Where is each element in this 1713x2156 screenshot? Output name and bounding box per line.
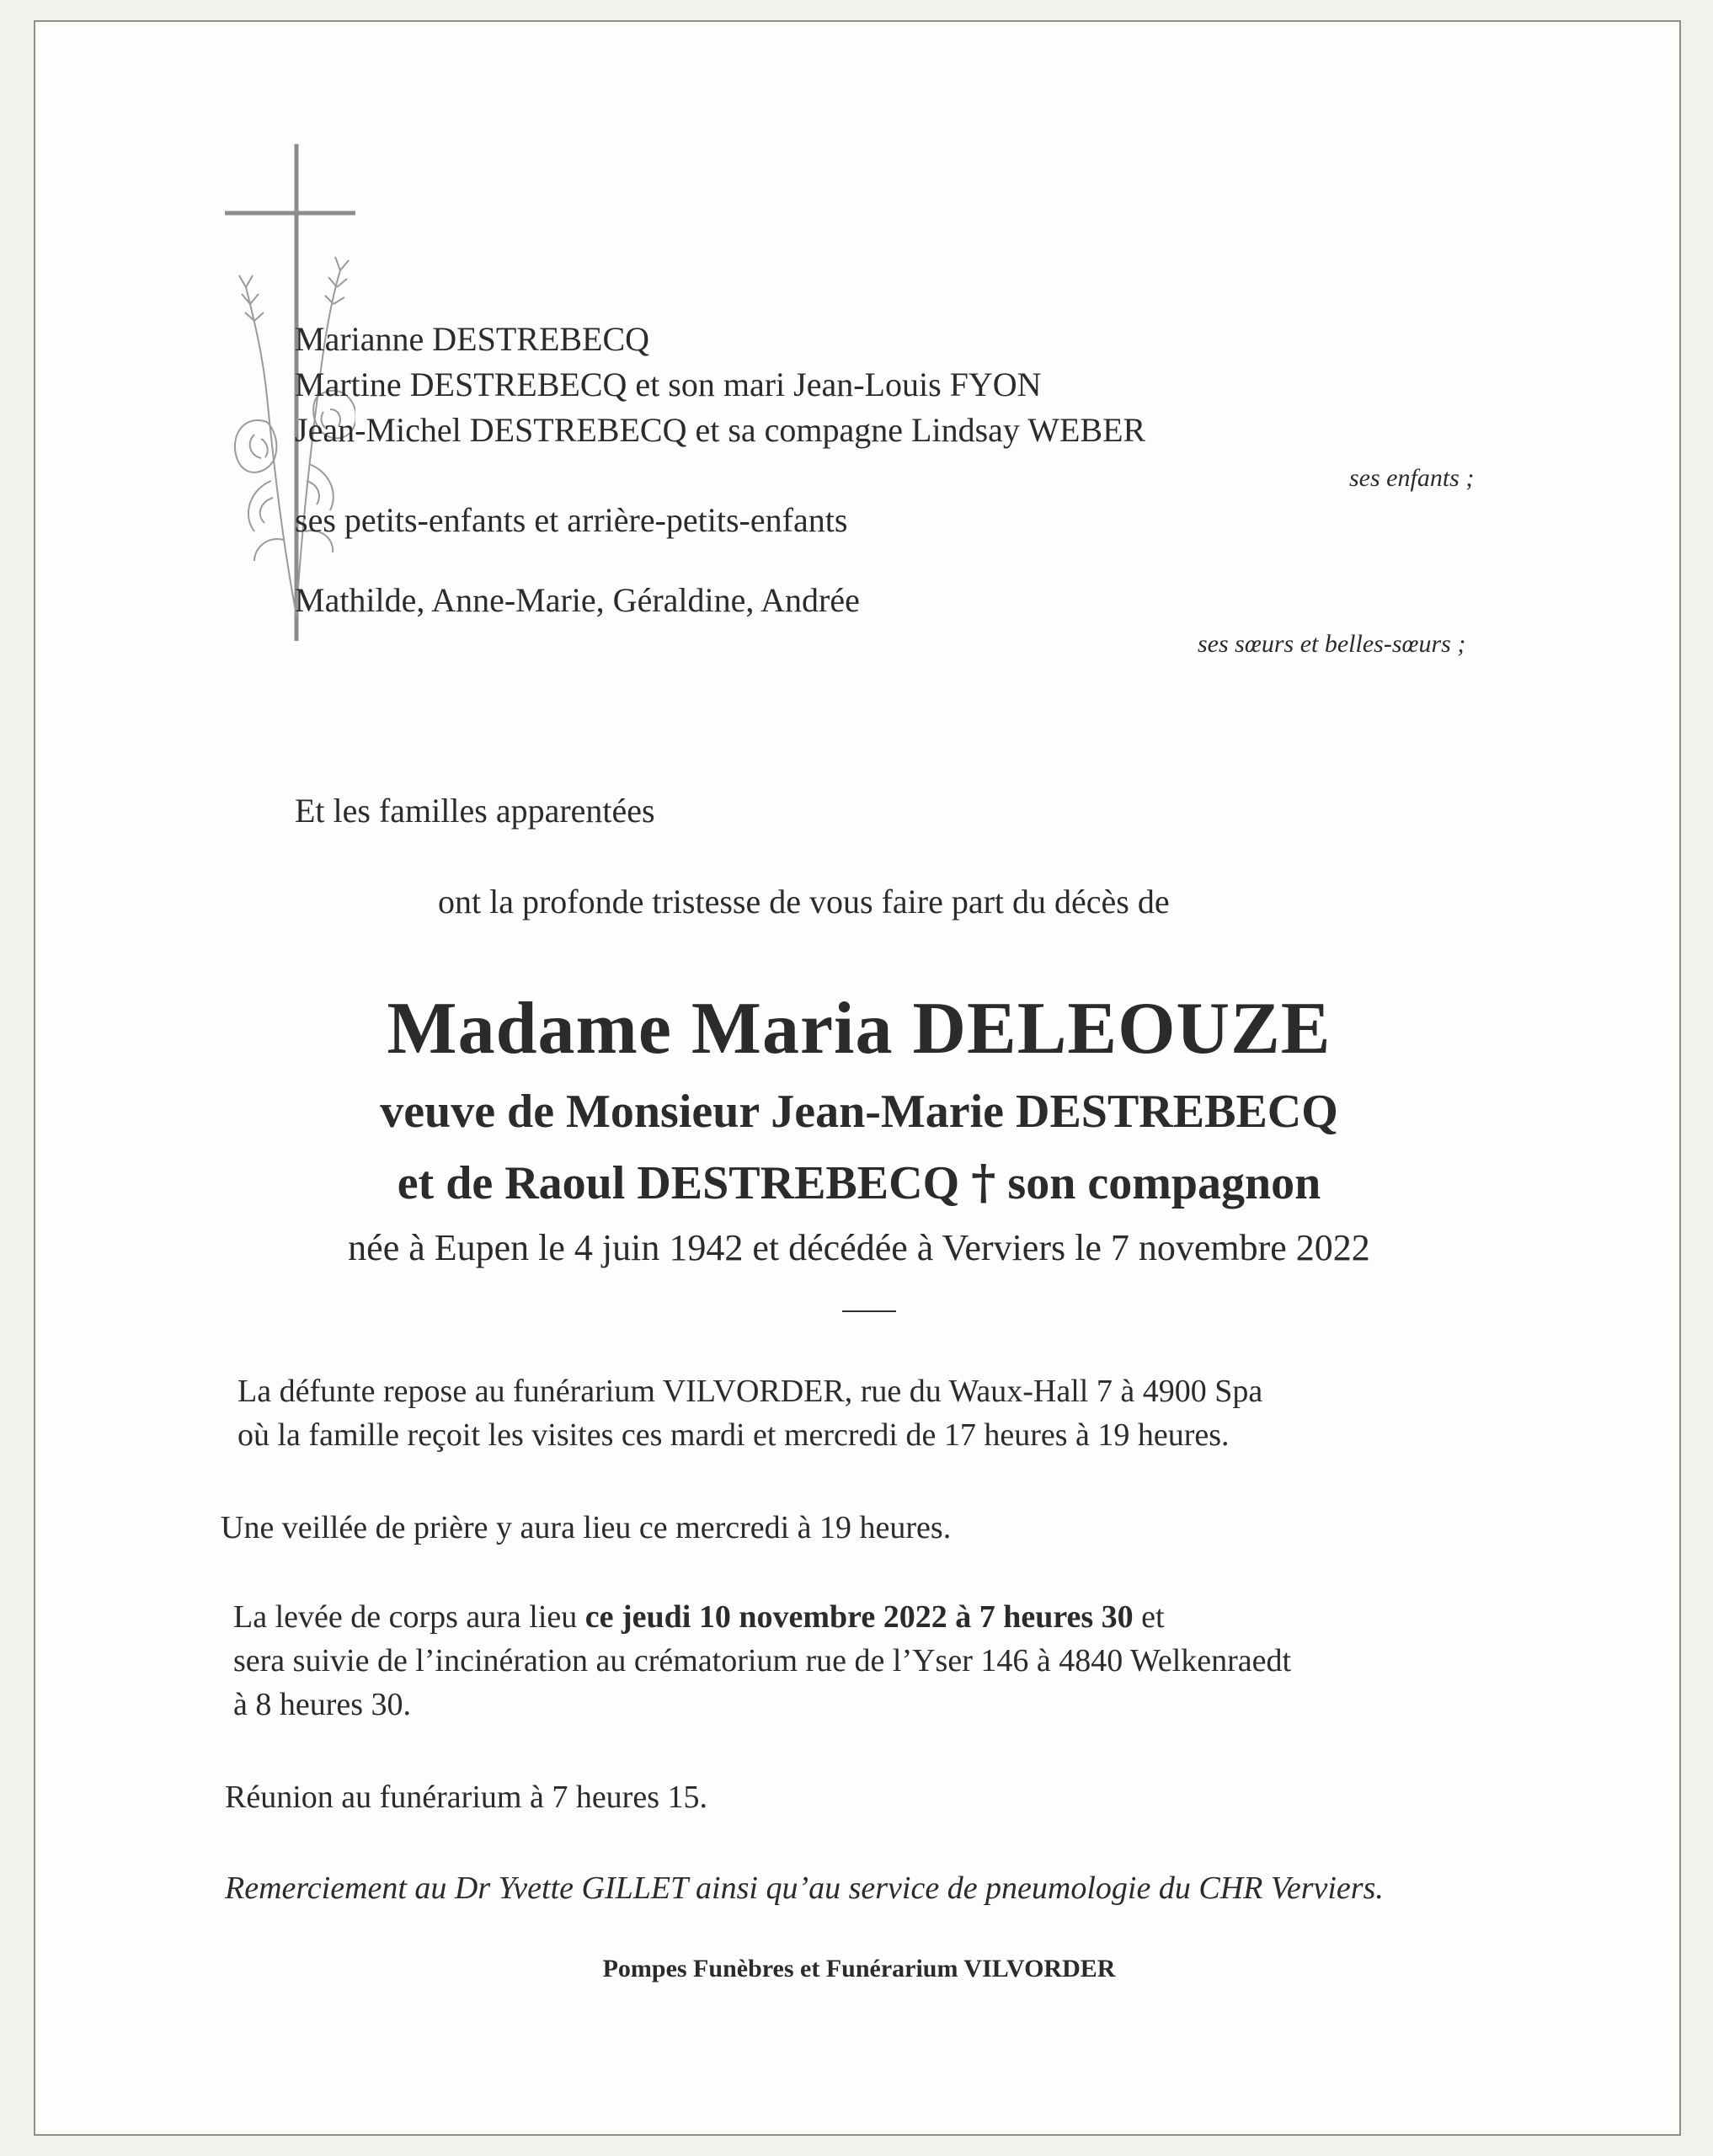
levee-prefix: La levée de corps aura lieu (233, 1599, 578, 1635)
deceased-name: Madame Maria DELEOUZE (387, 988, 1331, 1070)
levee-line-3: à 8 heures 30. (233, 1687, 412, 1722)
birth-death-line: née à Eupen le 4 juin 1942 et décédée à Verviers le 7 novembre 2022 (348, 1227, 1370, 1268)
funeral-home-footer: Pompes Funèbres et Funérarium VILVORDER (602, 1955, 1116, 1983)
companion-prefix: et de Raoul DESTREBECQ (397, 1157, 960, 1209)
sisters-line: Mathilde, Anne-Marie, Géraldine, Andrée (295, 581, 860, 619)
grandchildren-line: ses petits-enfants et arrière-petits-enfants (295, 501, 848, 539)
widow-line: veuve de Monsieur Jean-Marie DESTREBECQ (380, 1086, 1338, 1138)
vigil-line: Une veillée de prière y aura lieu ce mercredi à 19 heures. (221, 1510, 952, 1545)
announcement-line: ont la profonde tristesse de vous faire part du décès de (438, 883, 1170, 921)
dagger-icon: † (971, 1155, 996, 1210)
repose-line-2: où la famille reçoit les visites ces mardi et mercredi de 17 heures à 19 heures. (237, 1417, 1230, 1453)
thanks-line: Remerciement au Dr Yvette GILLET ainsi qu’au service de pneumologie du CHR Verviers. (225, 1870, 1384, 1906)
family-child-1: Marianne DESTREBECQ (295, 320, 650, 358)
family-child-2: Martine DESTREBECQ et son mari Jean-Louis FYON (295, 366, 1042, 403)
companion-line (35, 1155, 1683, 1210)
relatives-line: Et les familles apparentées (295, 792, 655, 830)
levee-line-2: sera suivie de l’incinération au crématorium rue de l’Yser 146 à 4840 Welkenraedt (233, 1643, 1292, 1678)
levee-line-1 (233, 1595, 1165, 1639)
children-role: ses enfants ; (1349, 464, 1475, 492)
separator-dash (842, 1310, 896, 1312)
repose-line-1: La défunte repose au funérarium VILVORDER, rue du Waux-Hall 7 à 4900 Spa (237, 1374, 1263, 1409)
levee-suffix: et (1141, 1599, 1165, 1635)
obituary-card (34, 20, 1681, 2136)
companion-suffix: son compagnon (1007, 1157, 1321, 1209)
reunion-line: Réunion au funérarium à 7 heures 15. (225, 1780, 707, 1815)
sisters-role: ses sœurs et belles-sœurs ; (1198, 630, 1466, 658)
levee-date: ce jeudi 10 novembre 2022 à 7 heures 30 (584, 1599, 1134, 1635)
family-child-3: Jean-Michel DESTREBECQ et sa compagne Lindsay WEBER (295, 411, 1146, 449)
